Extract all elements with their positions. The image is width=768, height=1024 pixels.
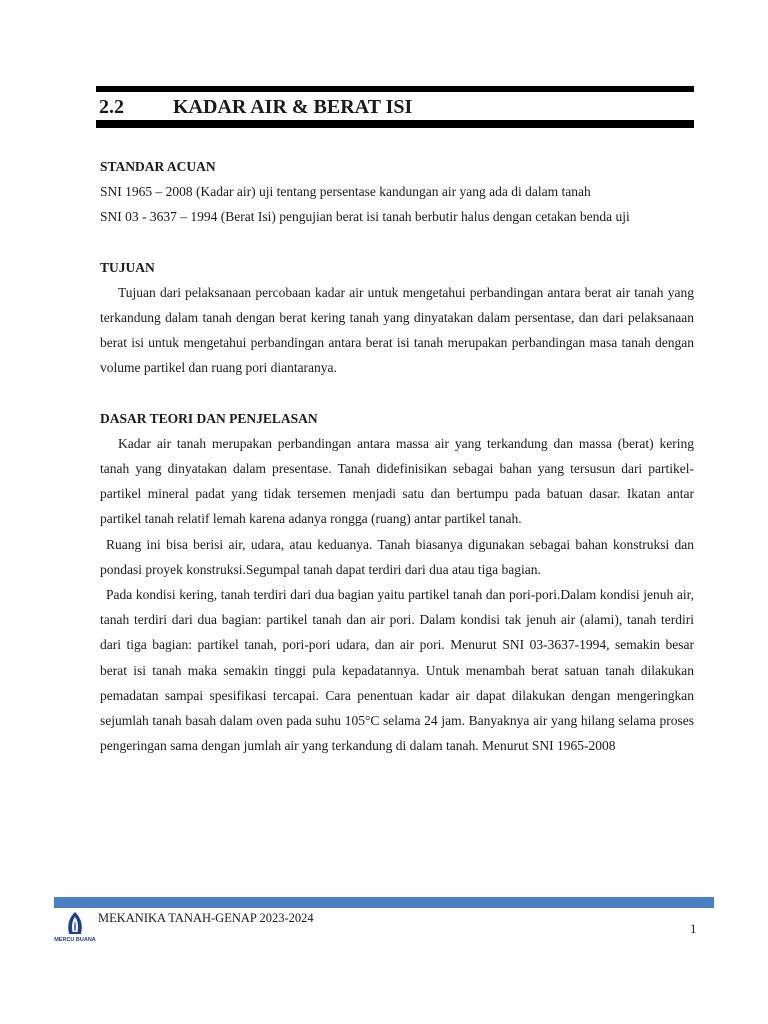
document-body: [100, 154, 694, 758]
logo-emblem: [52, 910, 98, 938]
section-heading: [99, 94, 694, 120]
dasar-heading: DASAR TEORI DAN PENJELASAN: [100, 410, 318, 426]
section-title: KADAR AIR & BERAT ISI: [173, 96, 413, 118]
footer-course-title: MEKANIKA TANAH-GENAP 2023-2024: [98, 911, 314, 925]
standar-heading: STANDAR ACUAN: [100, 159, 216, 174]
heading-bottom-rule: [96, 120, 694, 128]
logo-label: MERCU BUANA: [54, 937, 96, 943]
university-logo-icon: [52, 910, 98, 946]
standar-line-1: SNI 1965 – 2008 (Kadar air) uji tentang persentase kandungan air yang ada di dalam tanah: [100, 184, 591, 200]
footer-bar: [54, 897, 714, 908]
spacer: [100, 381, 694, 406]
dasar-paragraph-2: Ruang ini bisa berisi air, udara, atau keduanya. Tanah biasanya digunakan sebagai bahan konstruksi dan pondasi proyek konstruksi.Segumpal tanah dapat terdiri dari dua atau tiga bagian.: [100, 536, 694, 577]
dasar-paragraph-1: Kadar air tanah merupakan perbandingan antara massa air yang terkandung dan massa (berat) kering tanah yang dinyatakan dalam presentase. Tanah didefinisikan sebagai bahan yang tersusun dari partikel-partikel mineral padat yang tidak tersemen menjadi satu dan bertumpu pada batuan dasar. Ikatan antar partikel tanah relatif lemah karena adanya rongga (ruang) antar partikel tanah.: [100, 435, 694, 527]
standar-line-2: SNI 03 - 3637 – 1994 (Berat Isi) pengujian berat isi tanah berbutir halus dengan cetakan benda uji: [100, 209, 630, 225]
page-number: 1: [690, 921, 697, 936]
spacer: [100, 230, 694, 255]
tujuan-heading: TUJUAN: [100, 259, 155, 275]
dasar-paragraph-3: Pada kondisi kering, tanah terdiri dari dua bagian yaitu partikel tanah dan pori-pori.Dalam kondisi jenuh air, tanah terdiri dari dua bagian: partikel tanah dan air pori. Dalam kondisi tak jenuh air (alami), tanah terdiri dari tiga bagian: partikel tanah, pori-pori udara, dan air pori. Menurut SNI 03-3637-1994, semakin besar berat isi tanah maka semakin tinggi pula kepadatannya. Untuk menambah berat satuan tanah dilakukan pemadatan sampai spesifikasi tercapai. Cara penentuan kadar air dapat dilakukan dengan mengeringkan sejumlah tanah basah dalam oven pada suhu 105°C selama 24 jam. Banyaknya air yang hilang selama proses pengeringan sama dengan jumlah air yang terkandung di dalam tanah. Menurut SNI 1965-2008: [100, 587, 694, 754]
tujuan-paragraph: Tujuan dari pelaksanaan percobaan kadar air untuk mengetahui perbandingan antara berat air tanah yang terkandung dalam tanah dengan berat kering tanah yang dinyatakan dalam persentase, dan dari pelaksanaan berat isi untuk mengetahui perbandingan antara berat isi tanah merupakan perbandingan masa tanah dengan volume partikel dan ruang pori diantaranya.: [100, 284, 694, 376]
section-number: 2.2: [99, 96, 124, 118]
heading-top-rule: [96, 86, 694, 92]
